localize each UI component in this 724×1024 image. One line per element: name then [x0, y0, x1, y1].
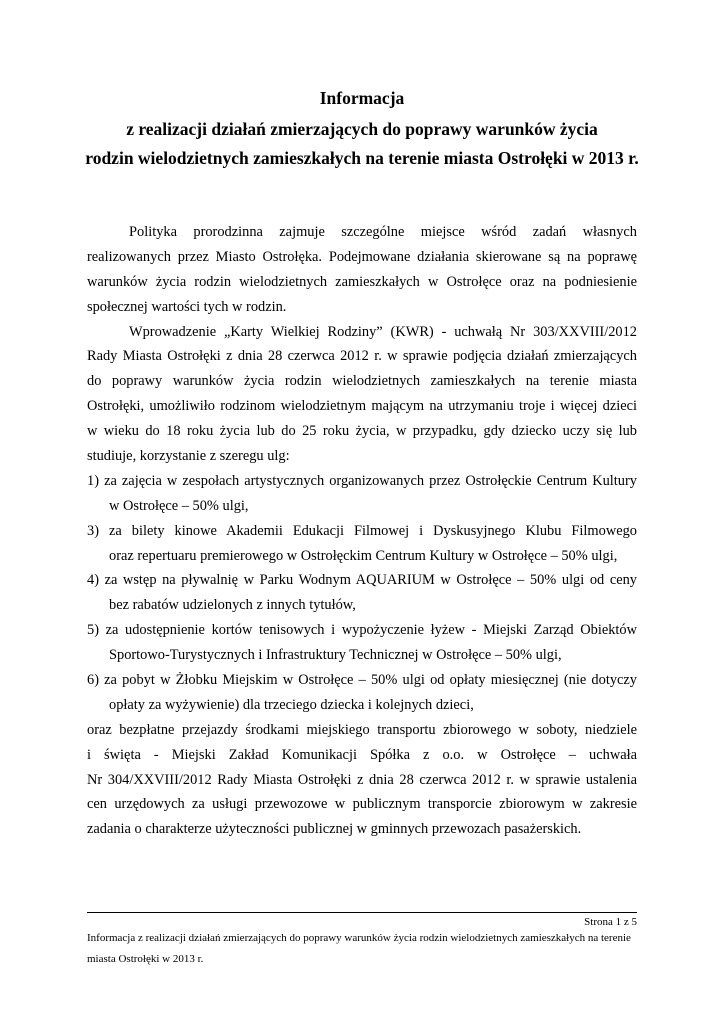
page-number: Strona 1 z 5 [584, 916, 637, 928]
title-line-1: Informacja [319, 88, 405, 108]
list-item-4: 4) za wstęp na pływalnię w Parku Wodnym AQUARIUM w Ostrołęce – 50% ulgi od ceny [87, 572, 637, 589]
list-item-6-continuation: opłaty za wyżywienie) dla trzeciego dziecka i kolejnych dzieci, [109, 696, 474, 713]
document-body [87, 220, 637, 842]
footer-text [87, 928, 637, 970]
paragraph-2-line: Wprowadzenie „Karty Wielkiej Rodziny” (KWR) - uchwałą Nr 303/XXVIII/2012 [129, 323, 637, 340]
paragraph-3-line: i święta - Miejski Zakład Komunikacji Spółka z o.o. w Ostrołęce – uchwała [87, 746, 637, 763]
paragraph-2-line: w wieku do 18 roku życia lub do 25 roku życia, w przypadku, gdy dziecko uczy się lub [87, 423, 637, 440]
title-line-2: z realizacji działań zmierzających do poprawy warunków życia [126, 119, 598, 139]
paragraph-2-line: Rady Miasta Ostrołęki z dnia 28 czerwca 2012 r. w sprawie podjęcia działań zmierzających [87, 348, 637, 365]
list-item-3: 3) za bilety kinowe Akademii Edukacji Filmowej i Dyskusyjnego Klubu Filmowego [87, 522, 637, 539]
paragraph-1-line: społecznej wartości tych w rodzin. [87, 298, 287, 315]
list-item-5-continuation: Sportowo-Turystycznych i Infrastruktury Technicznej w Ostrołęce – 50% ulgi, [109, 647, 562, 664]
list-item-1: 1) za zajęcia w zespołach artystycznych organizowanych przez Ostrołęckie Centrum Kultury [87, 472, 637, 489]
paragraph-2-line: Ostrołęki, umożliwiło rodzinom wielodzietnym mającym na utrzymaniu troje i więcej dzieci [87, 398, 637, 415]
paragraph-3-line: zadania o charakterze użyteczności publicznej w gminnych przewozach pasażerskich. [87, 821, 582, 838]
paragraph-3-line: cen urzędowych za usługi przewozowe w publicznym transporcie zbiorowym w zakresie [87, 796, 637, 813]
footer-text-line: miasta Ostrołęki w 2013 r. [87, 953, 204, 965]
list-item-5: 5) za udostępnienie kortów tenisowych i wypożyczenie łyżew - Miejski Zarząd Obiektów [87, 622, 637, 639]
list-item-4-continuation: bez rabatów udzielonych z innych tytułów, [109, 597, 356, 614]
list-item-6: 6) za pobyt w Żłobku Miejskim w Ostrołęce – 50% ulgi od opłaty miesięcznej (nie dotyczy [87, 672, 637, 689]
paragraph-3-line: oraz bezpłatne przejazdy środkami miejskiego transportu zbiorowego w soboty, niedziele [87, 721, 637, 738]
paragraph-2-line: do poprawy warunków życia rodzin wielodzietnych zamieszkałych na terenie miasta [87, 373, 637, 390]
paragraph-1-line: Polityka prorodzinna zajmuje szczególne miejsce wśród zadań własnych [129, 224, 637, 240]
list-item-3-continuation: oraz repertuaru premierowego w Ostrołęckim Centrum Kultury w Ostrołęce – 50% ulgi, [109, 547, 618, 564]
footer-divider [87, 912, 637, 913]
title-line-3: rodzin wielodzietnych zamieszkałych na terenie miasta Ostrołęki w 2013 r. [85, 148, 639, 168]
list-item-1-continuation: w Ostrołęce – 50% ulgi, [109, 497, 249, 514]
paragraph-1-line: realizowanych przez Miasto Ostrołęka. Podejmowane działania skierowane są na poprawę [87, 248, 637, 265]
paragraph-3-line: Nr 304/XXVIII/2012 Rady Miasta Ostrołęki z dnia 28 czerwca 2012 r. w sprawie ustalenia [87, 771, 637, 788]
paragraph-2-line: studiuje, korzystanie z szeregu ulg: [87, 448, 290, 465]
paragraph-1-line: warunków życia rodzin wielodzietnych zamieszkałych w Ostrołęce oraz na podniesienie [87, 273, 637, 290]
footer-text-line: Informacja z realizacji działań zmierzających do poprawy warunków życia rodzin wielodzietnych zamieszkałych na terenie [87, 932, 631, 944]
